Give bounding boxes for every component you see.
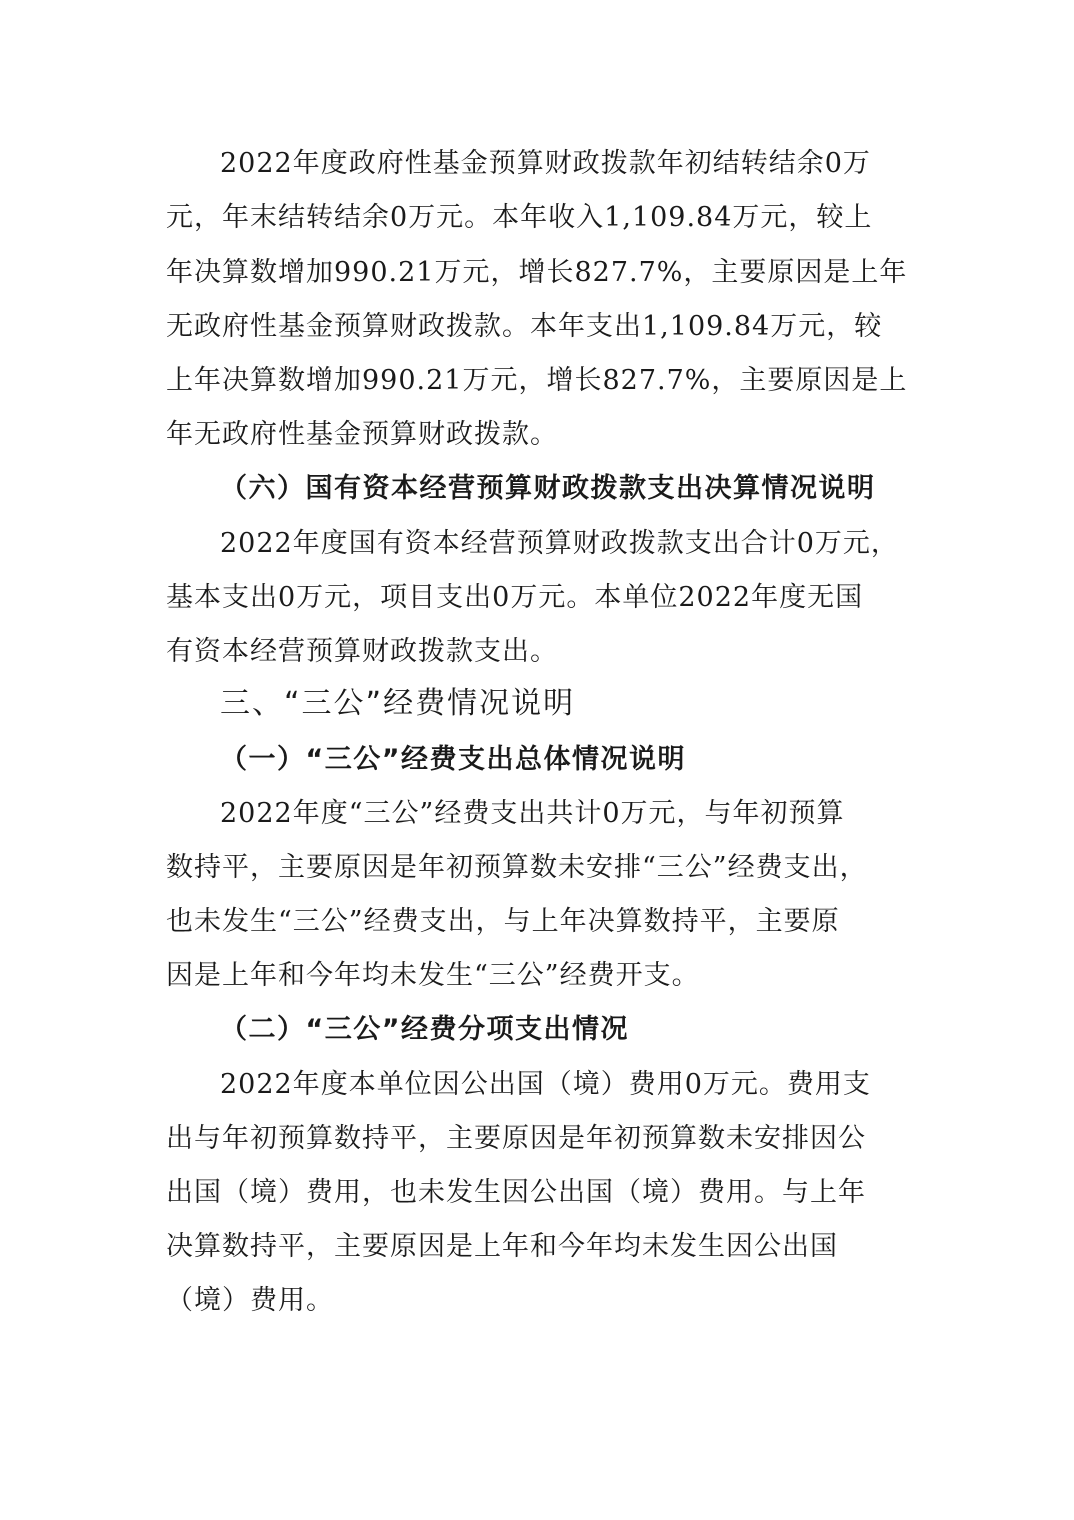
section-heading-6: （六）国有资本经营预算财政拨款支出决算情况说明 (220, 473, 876, 504)
para-overall-line-3: 也未发生“三公”经费支出，与上年决算数持平，主要原 (166, 906, 840, 937)
para-overall-line-2: 数持平，主要原因是年初预算数未安排“三公”经费支出， (166, 852, 868, 883)
para-overall-line-1: 2022年度“三公”经费支出共计0万元，与年初预算 (220, 798, 845, 829)
para-fund-line-1: 2022年度政府性基金预算财政拨款年初结转结余0万 (220, 148, 871, 179)
section-heading-3-2: （二）“三公”经费分项支出情况 (220, 1014, 629, 1045)
para-items-line-1: 2022年度本单位因公出国（境）费用0万元。费用支 (220, 1069, 871, 1100)
para-items-line-5: （境）费用。 (166, 1285, 334, 1316)
para-fund-line-4: 无政府性基金预算财政拨款。本年支出1,109.84万元，较 (166, 311, 883, 342)
para-fund-line-6: 年无政府性基金预算财政拨款。 (166, 419, 558, 450)
para-items-line-2: 出与年初预算数持平，主要原因是年初预算数未安排因公 (166, 1123, 866, 1154)
para-overall-line-4: 因是上年和今年均未发生“三公”经费开支。 (166, 960, 700, 991)
para-fund-line-2: 元，年末结转结余0万元。本年收入1,109.84万元，较上 (166, 202, 873, 233)
para-items-line-4: 决算数持平，主要原因是上年和今年均未发生因公出国 (166, 1231, 838, 1262)
para-fund-line-5: 上年决算数增加990.21万元，增长827.7%，主要原因是上 (166, 365, 908, 396)
para-state-line-3: 有资本经营预算财政拨款支出。 (166, 636, 558, 667)
para-items-line-3: 出国（境）费用，也未发生因公出国（境）费用。与上年 (166, 1177, 866, 1208)
para-fund-line-3: 年决算数增加990.21万元，增长827.7%，主要原因是上年 (166, 257, 908, 288)
section-heading-3: 三、“三公”经费情况说明 (220, 686, 576, 721)
para-state-line-2: 基本支出0万元，项目支出0万元。本单位2022年度无国 (166, 582, 864, 613)
para-state-line-1: 2022年度国有资本经营预算财政拨款支出合计0万元， (220, 528, 899, 559)
section-heading-3-1: （一）“三公”经费支出总体情况说明 (220, 744, 686, 775)
